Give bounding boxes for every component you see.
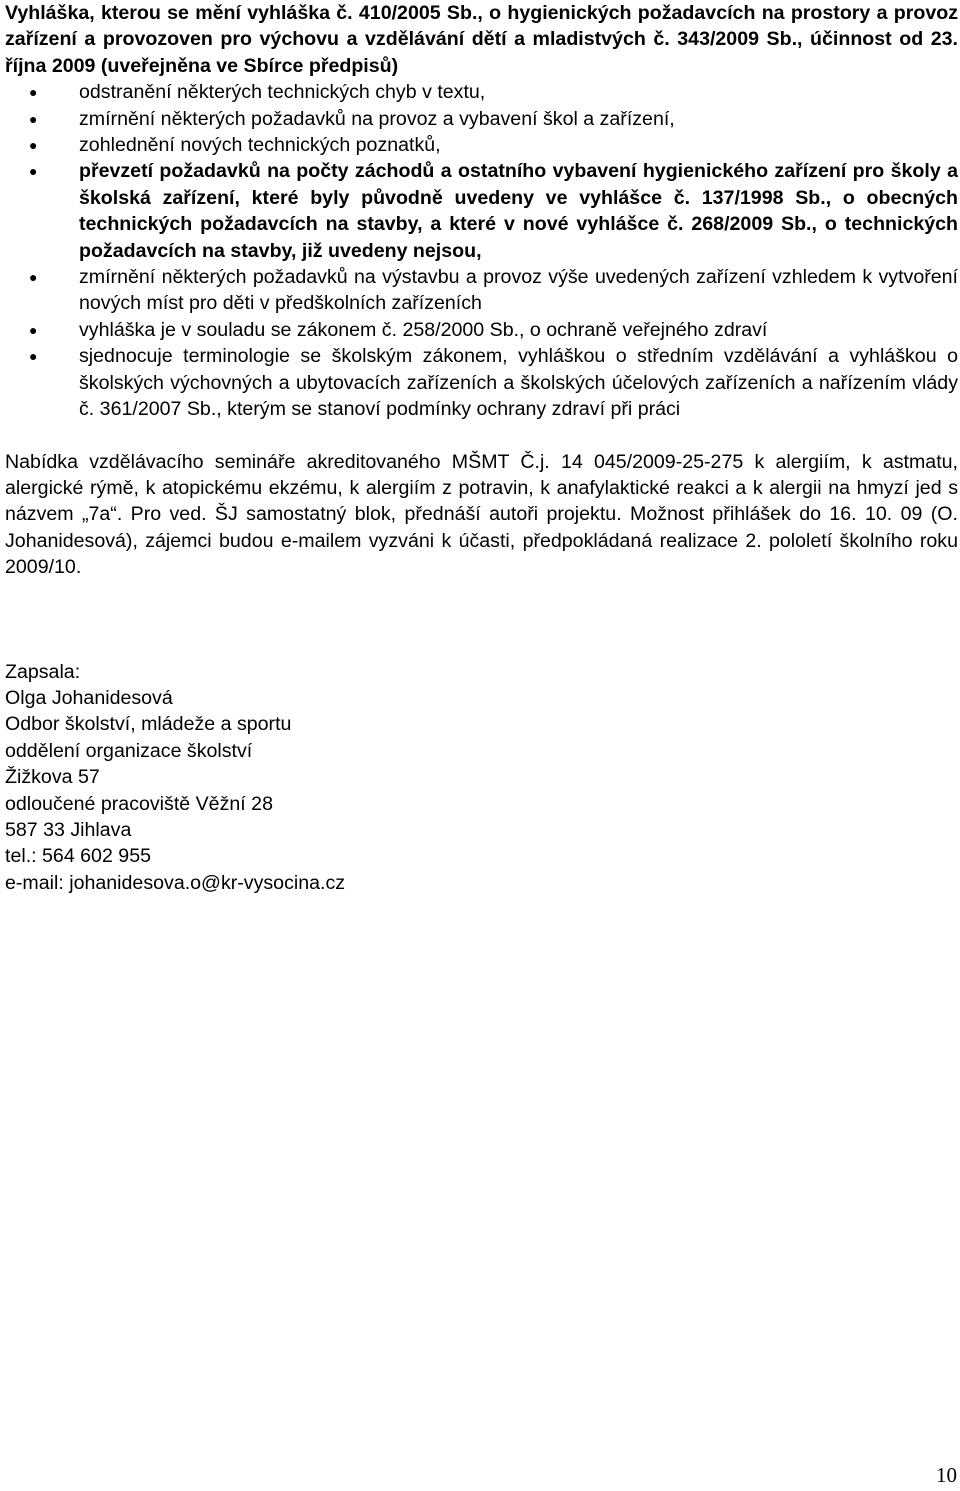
list-item: ● zmírnění některých požadavků na provoz a vybavení škol a zařízení, (5, 106, 958, 132)
signature-label: Zapsala: (5, 660, 81, 683)
signature-street: Žižkova 57 (5, 766, 100, 789)
section-heading (5, 0, 958, 79)
heading-part-2: , o hygienických požadavcích na prostory a provoz zařízení a provozoven pro výchovu a vzdělávání dětí a mladistvých č. 343/2009 Sb. (5, 2, 958, 51)
signature-branch: odloučené pracoviště Věžní 28 (5, 792, 273, 815)
bullet-icon: ● (29, 163, 38, 180)
bullet-icon: ● (29, 348, 38, 365)
signature-phone: tel.: 564 602 955 (5, 845, 151, 868)
heading-part-3: , účinnost od 23. října 2009 (uveřejněna ve Sbírce předpisů) (5, 28, 958, 77)
bullet-icon: ● (29, 137, 38, 154)
seminar-offer-paragraph: Nabídka vzdělávacího semináře akreditovaného MŠMT Č.j. 14 045/2009-25-275 k alergiím, k astmatu, alergické rýmě, k atopickému ekzému, k alergiím z potravin, k anafylaktické reakci a k alergii na hmyzí jed s názvem „7a“. Pro ved. ŠJ samostatný blok, přednáší autoři projektu. Možnost přihlášek do 16. 10. 09 (O. Johanidesová), zájemci budou e-mailem vyzváni k účasti, předpokládaná realizace 2. pololetí školního roku 2009/10. (5, 450, 958, 579)
signature-name: Olga Johanidesová (5, 686, 173, 709)
signature-block (5, 659, 958, 897)
signature-email: e-mail: johanidesova.o@kr-vysocina.cz (5, 871, 346, 894)
page-number: 10 (936, 1463, 957, 1487)
document-page (5, 0, 958, 896)
list-item: ● sjednocuje terminologie se školským zákonem, vyhláškou o středním vzdělávání a vyhláškou o školských výchovných a ubytovacích zařízeních a školských účelových zařízeních a nařízením vlády č. 361/2007 Sb., kterým se stanoví podmínky ochrany zdraví při práci (29, 345, 958, 421)
signature-section: oddělení organizace školství (5, 739, 253, 762)
bullet-icon: ● (29, 110, 38, 127)
list-item: ● vyhláška je v souladu se zákonem č. 258/2000 Sb., o ochraně veřejného zdraví (5, 317, 958, 343)
changes-list (5, 79, 958, 422)
list-item: ● odstranění některých technických chyb v textu, (5, 79, 958, 105)
list-item: ● zohlednění nových technických poznatků, (5, 132, 958, 158)
signature-city: 587 33 Jihlava (5, 818, 132, 841)
signature-department: Odbor školství, mládeže a sportu (5, 713, 292, 736)
bullet-icon: ● (29, 84, 38, 101)
list-item: ● převzetí požadavků na počty záchodů a ostatního vybavení hygienického zařízení pro školy a školská zařízení, které byly původně uvedeny ve vyhlášce č. 137/1998 Sb., o obecných technických požadavcích na stavby, a které v nové vyhlášce č. 268/2009 Sb., o technických požadavcích na stavby, již uvedeny nejsou, (29, 160, 959, 262)
heading-part-1: Vyhláška, kterou se mění vyhláška č. 410/2005 Sb. (5, 2, 478, 24)
bullet-icon: ● (29, 269, 38, 286)
bullet-icon: ● (29, 321, 38, 338)
list-item: ● zmírnění některých požadavků na výstavbu a provoz výše uvedených zařízení vzhledem k vytvoření nových míst pro děti v předškolních zařízeních (29, 266, 958, 315)
